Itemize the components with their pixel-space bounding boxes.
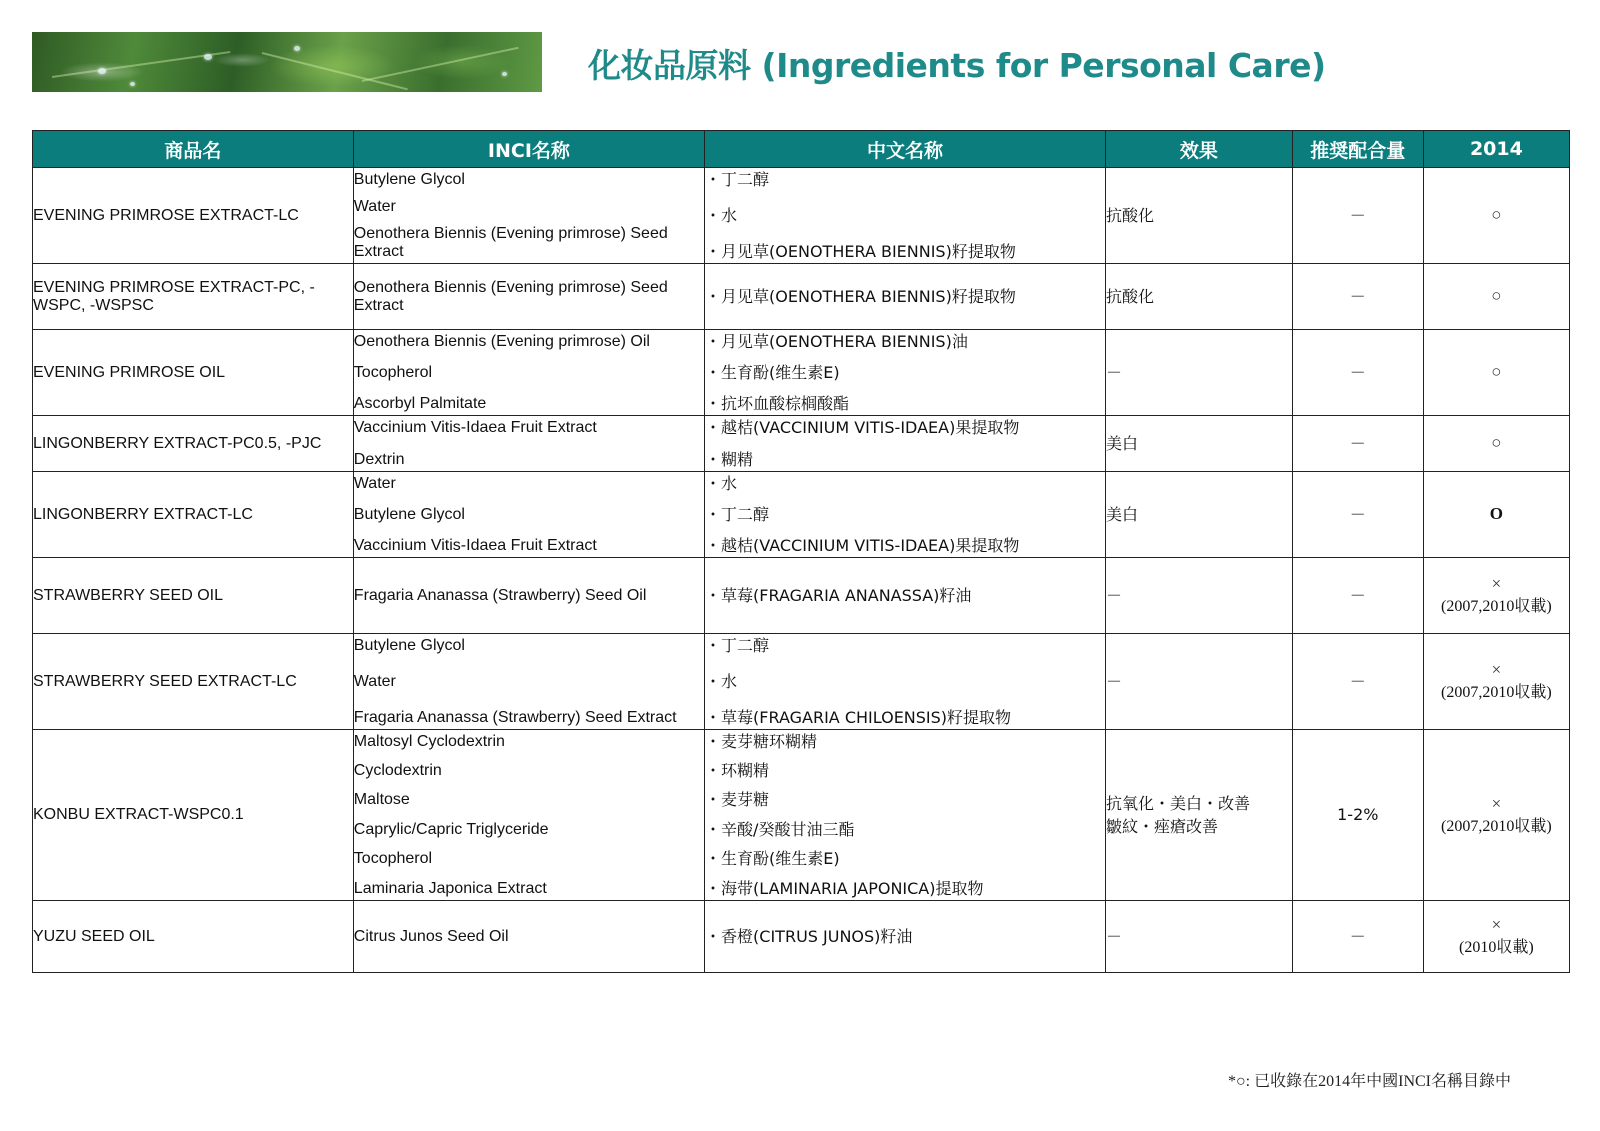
inci-name: Water [353,197,396,215]
chinese-name: ・辛酸/癸酸甘油三酯 [705,819,855,839]
effect-cell [1106,416,1293,472]
inci-2014-status-mark: × [1491,660,1502,680]
inci-name: Citrus Junos Seed Oil [353,927,509,945]
chinese-name: ・香橙(CITRUS JUNOS)籽油 [705,926,913,946]
inci-2014-status-cell [1423,168,1569,264]
effect-cell [1106,901,1293,973]
table-row [33,634,1570,730]
inci-2014-status-mark: × [1491,793,1502,813]
chinese-name: ・丁二醇 [705,504,770,524]
chinese-name-cell [705,558,1106,634]
effect-text: － [1106,585,1123,605]
product-name: LINGONBERRY EXTRACT-LC [33,505,253,523]
inci-2014-status-cell [1423,472,1569,558]
effect-cell [1106,730,1293,901]
inci-name: Water [353,672,396,690]
inci-name-cell [353,901,704,973]
table-row [33,730,1570,901]
inci-2014-status-cell [1423,558,1569,634]
column-header-product-name: 商品名 [33,131,354,168]
chinese-name-cell [705,634,1106,730]
product-name: EVENING PRIMROSE EXTRACT-PC, -WSPC, -WSPSC [33,278,315,314]
recommended-dose-cell [1292,730,1423,901]
chinese-name-cell [705,330,1106,416]
inci-name: Cyclodextrin [353,761,442,779]
effect-cell [1106,264,1293,330]
effect-cell [1106,168,1293,264]
chinese-name: ・草莓(FRAGARIA CHILOENSIS)籽提取物 [705,707,1012,727]
effect-text: 美白 [1106,433,1139,453]
chinese-name: ・生育酚(维生素E) [705,849,840,869]
inci-name: Vaccinium Vitis-Idaea Fruit Extract [353,418,597,436]
inci-name-cell [353,558,704,634]
chinese-name: ・麦芽糖环糊精 [705,731,818,751]
product-name: EVENING PRIMROSE EXTRACT-LC [33,206,299,224]
inci-2014-status-mark: × [1491,574,1502,594]
effect-cell [1106,634,1293,730]
recommended-dose-cell [1292,472,1423,558]
recommended-dose: － [1349,585,1366,605]
inci-2014-status-cell [1423,634,1569,730]
product-name-cell [33,730,354,901]
inci-2014-status-mark: ○ [1491,433,1502,453]
effect-text: 美白 [1106,504,1139,524]
column-header-effect: 效果 [1106,131,1293,168]
inci-2014-status-note: (2007,2010収載) [1441,598,1552,616]
inci-name-cell [353,330,704,416]
product-name: STRAWBERRY SEED EXTRACT-LC [33,672,297,690]
chinese-name-cell [705,168,1106,264]
recommended-dose-cell [1292,330,1423,416]
inci-name: Laminaria Japonica Extract [353,879,547,897]
effect-cell [1106,558,1293,634]
effect-text: 抗酸化 [1106,286,1155,306]
inci-name: Butylene Glycol [353,170,465,188]
inci-name: Butylene Glycol [353,636,465,654]
effect-cell [1106,330,1293,416]
inci-name: Oenothera Biennis (Evening primrose) Seed Extract [353,278,668,314]
product-name-cell [33,330,354,416]
chinese-name: ・糊精 [705,449,754,469]
recommended-dose-cell [1292,558,1423,634]
chinese-name-cell [705,901,1106,973]
chinese-name: ・海带(LAMINARIA JAPONICA)提取物 [705,878,984,898]
inci-2014-status-mark: ○ [1491,286,1502,306]
chinese-name: ・丁二醇 [705,169,770,189]
inci-name: Caprylic/Capric Triglyceride [353,820,549,838]
inci-name: Water [353,474,396,492]
table-row [33,558,1570,634]
chinese-name: ・月见草(OENOTHERA BIENNIS)籽提取物 [705,241,1016,261]
table-row [33,901,1570,973]
product-name-cell [33,168,354,264]
inci-name-cell [353,264,704,330]
inci-name: Fragaria Ananassa (Strawberry) Seed Extract [353,708,677,726]
page-title: 化妆品原料 (Ingredients for Personal Care) [588,46,1326,85]
inci-name: Dextrin [353,450,405,468]
recommended-dose-cell [1292,416,1423,472]
inci-2014-status-cell [1423,264,1569,330]
product-name-cell [33,416,354,472]
inci-2014-status-mark: × [1491,915,1502,935]
recommended-dose: － [1349,504,1366,524]
column-header-chinese-name: 中文名称 [705,131,1106,168]
inci-name: Ascorbyl Palmitate [353,394,487,412]
product-name-cell [33,558,354,634]
product-name: LINGONBERRY EXTRACT-PC0.5, -PJC [33,434,322,452]
inci-2014-status-cell [1423,416,1569,472]
inci-name-cell [353,472,704,558]
inci-name: Maltose [353,791,410,809]
chinese-name: ・月见草(OENOTHERA BIENNIS)籽提取物 [705,286,1016,306]
inci-name: Maltosyl Cyclodextrin [353,732,505,750]
product-name: STRAWBERRY SEED OIL [33,586,223,604]
inci-name: Oenothera Biennis (Evening primrose) Seed Extract [353,224,668,260]
inci-name: Tocopherol [353,850,433,868]
recommended-dose: － [1349,926,1366,946]
product-name: EVENING PRIMROSE OIL [33,363,226,381]
effect-text: － [1106,362,1123,382]
recommended-dose: － [1349,671,1366,691]
ingredients-table [32,130,1570,973]
table-row [33,416,1570,472]
inci-name: Butylene Glycol [353,505,465,523]
recommended-dose: － [1349,362,1366,382]
chinese-name: ・水 [705,473,738,493]
product-name-cell [33,264,354,330]
table-row [33,330,1570,416]
chinese-name-cell [705,730,1106,901]
chinese-name-cell [705,416,1106,472]
chinese-name: ・水 [705,671,738,691]
table-row [33,264,1570,330]
effect-text: 抗氧化・美白・改善皺紋・痤瘡改善 [1106,793,1251,836]
product-name-cell [33,472,354,558]
inci-2014-status-cell [1423,730,1569,901]
inci-2014-status-mark: O [1489,504,1503,524]
inci-name-cell [353,634,704,730]
recommended-dose-cell [1292,168,1423,264]
inci-name: Vaccinium Vitis-Idaea Fruit Extract [353,536,597,554]
effect-text: 抗酸化 [1106,205,1155,225]
chinese-name: ・环糊精 [705,760,770,780]
inci-2014-status-mark: ○ [1491,205,1502,225]
product-name-cell [33,901,354,973]
chinese-name: ・抗坏血酸棕榈酸酯 [705,393,850,413]
effect-text: － [1106,671,1123,691]
table-row [33,472,1570,558]
chinese-name: ・越桔(VACCINIUM VITIS-IDAEA)果提取物 [705,535,1020,555]
inci-name-cell [353,730,704,901]
chinese-name-cell [705,264,1106,330]
recommended-dose-cell [1292,634,1423,730]
chinese-name: ・丁二醇 [705,635,770,655]
chinese-name: ・水 [705,205,738,225]
inci-name: Oenothera Biennis (Evening primrose) Oil [353,332,650,350]
chinese-name-cell [705,472,1106,558]
inci-2014-status-note: (2010収載) [1459,939,1534,957]
chinese-name: ・月见草(OENOTHERA BIENNIS)油 [705,331,968,351]
inci-2014-status-note: (2007,2010収載) [1441,817,1552,835]
recommended-dose: 1-2% [1337,805,1379,825]
inci-name: Tocopherol [353,363,433,381]
inci-2014-status-note: (2007,2010収載) [1441,684,1552,702]
inci-2014-status-cell [1423,330,1569,416]
inci-name: Fragaria Ananassa (Strawberry) Seed Oil [353,586,647,604]
chinese-name: ・草莓(FRAGARIA ANANASSA)籽油 [705,585,972,605]
chinese-name: ・生育酚(维生素E) [705,362,840,382]
footnote: *○: 已收錄在2014年中國INCI名稱目錄中 [1228,1073,1511,1090]
column-header-inci-name: INCI名称 [353,131,704,168]
inci-2014-status-cell [1423,901,1569,973]
effect-text: － [1106,926,1123,946]
column-header-2014: 2014 [1423,131,1569,168]
inci-name-cell [353,416,704,472]
chinese-name: ・麦芽糖 [705,790,770,810]
recommended-dose-cell [1292,264,1423,330]
table-row [33,168,1570,264]
recommended-dose-cell [1292,901,1423,973]
product-name-cell [33,634,354,730]
product-name: KONBU EXTRACT-WSPC0.1 [33,806,244,824]
leaf-banner-image [32,32,542,92]
inci-2014-status-mark: ○ [1491,362,1502,382]
chinese-name: ・越桔(VACCINIUM VITIS-IDAEA)果提取物 [705,417,1020,437]
recommended-dose: － [1349,205,1366,225]
recommended-dose: － [1349,433,1366,453]
table-header-row [33,131,1570,168]
inci-name-cell [353,168,704,264]
column-header-recommended-dose: 推奨配合量 [1292,131,1423,168]
recommended-dose: － [1349,286,1366,306]
effect-cell [1106,472,1293,558]
product-name: YUZU SEED OIL [33,927,155,945]
